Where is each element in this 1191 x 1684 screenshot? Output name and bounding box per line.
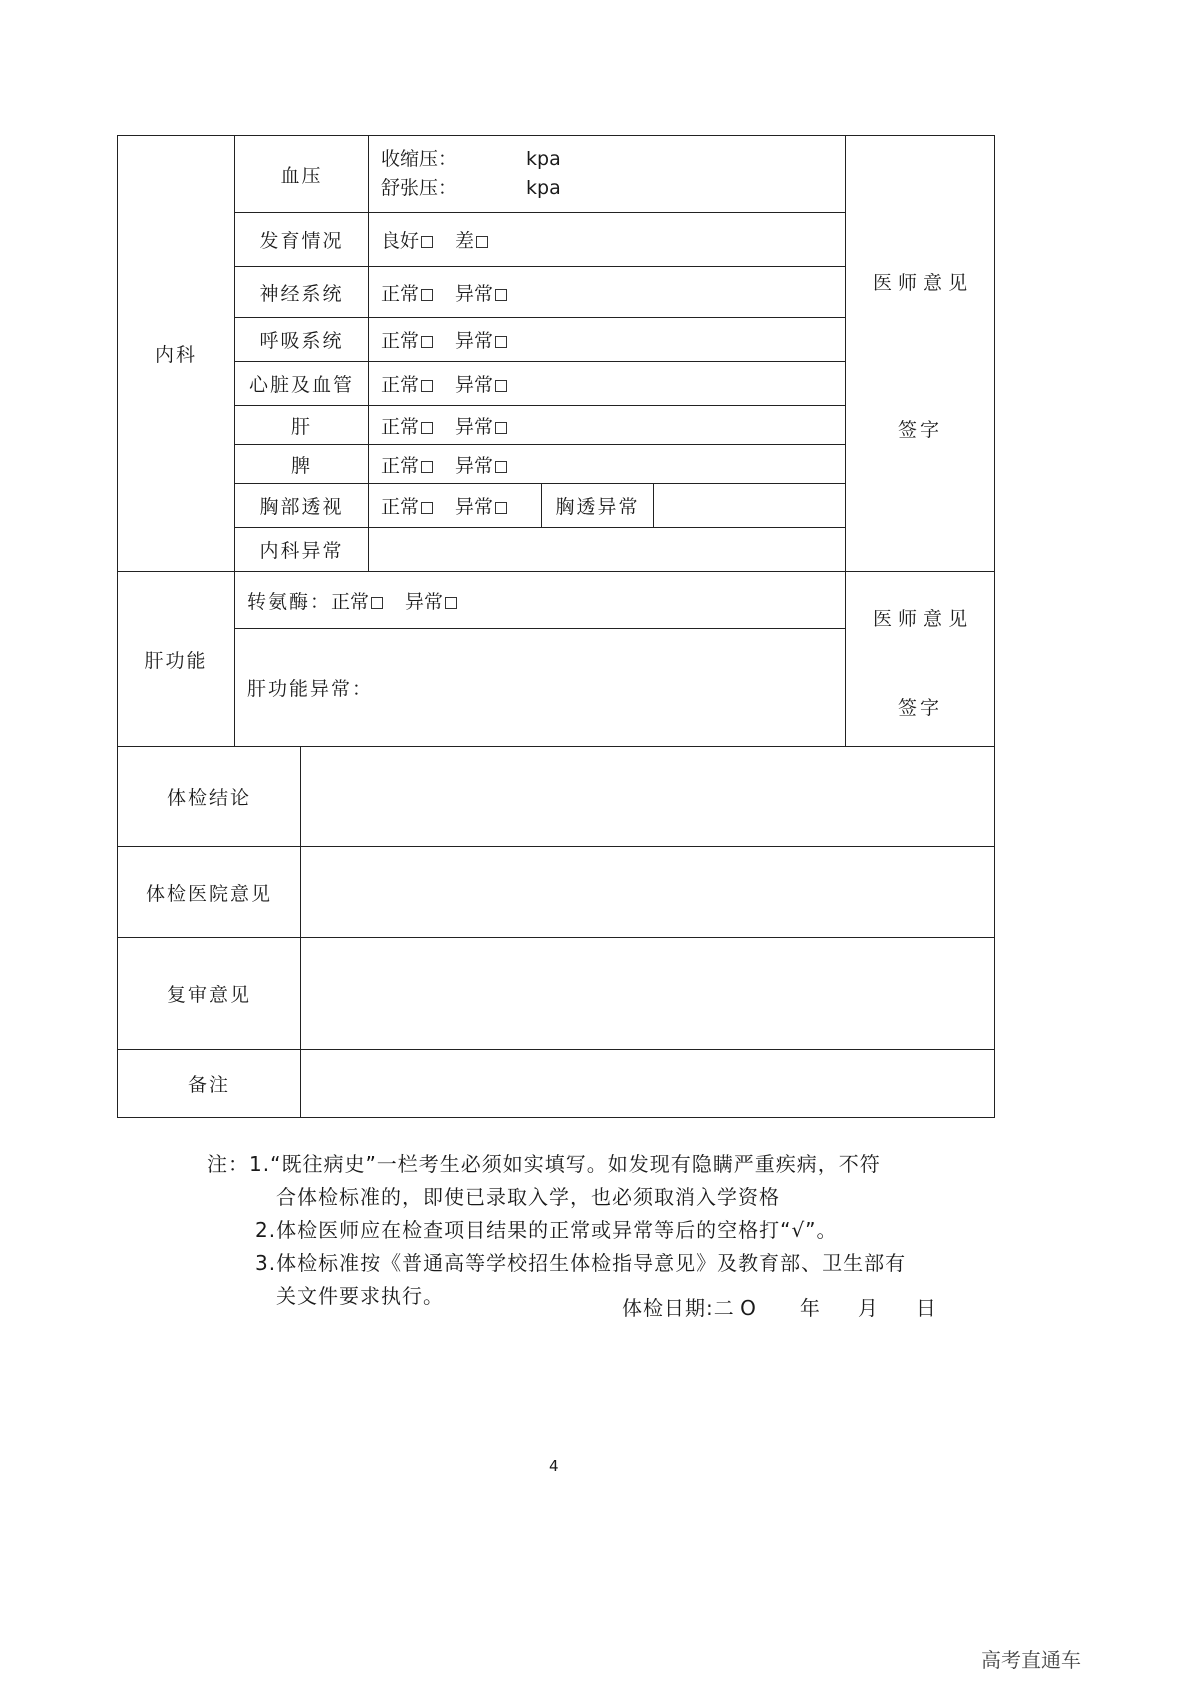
- bp-systolic-unit: kpa: [526, 148, 561, 170]
- note-3-line-1: 3.体检标准按《普通高等学校招生体检指导意见》及教育部、卫生部有: [255, 1251, 907, 1275]
- liver-abnormal-option[interactable]: 异常: [455, 416, 507, 438]
- chest-xray-label: 胸部透视: [235, 484, 369, 528]
- liver-function-section-label: 肝功能: [118, 572, 235, 747]
- development-good-option[interactable]: 良好: [381, 230, 433, 252]
- note-1: [207, 1148, 967, 1181]
- liver-doctor-opinion: 医 师 意 见: [872, 608, 968, 630]
- nervous-normal-option[interactable]: 正常: [381, 283, 433, 305]
- liver-organ-options: [369, 406, 846, 445]
- exam-conclusion-label: 体检结论: [118, 747, 301, 847]
- checkbox-icon[interactable]: [495, 336, 507, 348]
- internal-doctor-signature: 签字: [898, 419, 943, 441]
- exam-date-day: 日: [915, 1296, 936, 1320]
- note-3-line-2: 关文件要求执行。: [276, 1284, 444, 1308]
- transaminase-label: 转氨酶：: [247, 590, 332, 613]
- liver-doctor-signature: 签字: [898, 697, 943, 719]
- heart-abnormal-option[interactable]: 异常: [455, 374, 507, 396]
- watermark-text: 高考直通车: [981, 1648, 1081, 1672]
- page-number: 4: [549, 1457, 559, 1475]
- remarks-label: 备注: [118, 1050, 301, 1118]
- internal-abnormal-label: 内科异常: [235, 528, 369, 572]
- nervous-system-label: 神经系统: [235, 267, 369, 318]
- checkbox-icon[interactable]: [495, 380, 507, 392]
- heart-normal-option[interactable]: 正常: [381, 374, 433, 396]
- nervous-abnormal-option[interactable]: 异常: [455, 283, 507, 305]
- chest-normal-option[interactable]: 正常: [381, 496, 433, 518]
- remarks-field[interactable]: [301, 1050, 995, 1118]
- checkbox-icon[interactable]: [495, 422, 507, 434]
- note-2: 2.体检医师应在检查项目结果的正常或异常等后的空格打“√”。: [255, 1218, 838, 1242]
- conclusion-table: [117, 746, 995, 1118]
- checkbox-icon[interactable]: [495, 289, 507, 301]
- spleen-label: 脾: [235, 445, 369, 484]
- hospital-opinion-field[interactable]: [301, 847, 995, 938]
- checkbox-icon[interactable]: [421, 461, 433, 473]
- liver-function-abnormal-label: 肝功能异常：: [247, 678, 374, 700]
- checkbox-icon[interactable]: [421, 422, 433, 434]
- spleen-normal-option[interactable]: 正常: [381, 455, 433, 477]
- review-opinion-field[interactable]: [301, 938, 995, 1050]
- liver-function-abnormal-field[interactable]: [235, 629, 846, 747]
- bp-cell[interactable]: [369, 136, 846, 213]
- checkbox-icon[interactable]: [421, 289, 433, 301]
- checkbox-icon[interactable]: [476, 236, 488, 248]
- liver-normal-option[interactable]: 正常: [381, 416, 433, 438]
- notes-block: [207, 1148, 967, 1313]
- bp-systolic-label: 收缩压：: [381, 148, 458, 170]
- checkbox-icon[interactable]: [421, 380, 433, 392]
- transaminase-normal-option[interactable]: 正常: [331, 591, 383, 613]
- checkbox-icon[interactable]: [371, 597, 383, 609]
- note-1-line-1: 1.“既往病史”一栏考生必须如实填写。如发现有隐瞒严重疾病，不符: [249, 1152, 881, 1176]
- internal-abnormal-field[interactable]: [369, 528, 846, 572]
- checkbox-icon[interactable]: [421, 336, 433, 348]
- checkbox-icon[interactable]: [421, 236, 433, 248]
- bp-diastolic-unit: kpa: [526, 177, 561, 199]
- development-poor-option[interactable]: 差: [455, 230, 488, 252]
- respiratory-abnormal-option[interactable]: 异常: [455, 330, 507, 352]
- checkbox-icon[interactable]: [495, 461, 507, 473]
- internal-section-label: 内科: [118, 136, 235, 572]
- internal-doctor-opinion: 医 师 意 见: [872, 272, 968, 294]
- respiratory-normal-option[interactable]: 正常: [381, 330, 433, 352]
- heart-vessels-options: [369, 362, 846, 406]
- nervous-system-options: [369, 267, 846, 318]
- internal-doctor-cell[interactable]: [846, 136, 995, 572]
- chest-abnormal-field[interactable]: [654, 484, 846, 528]
- exam-conclusion-field[interactable]: [301, 747, 995, 847]
- bp-label: 血压: [235, 136, 369, 213]
- spleen-abnormal-option[interactable]: 异常: [455, 455, 507, 477]
- exam-date-label: 体检日期:: [622, 1296, 714, 1320]
- bp-systolic: [381, 145, 845, 174]
- spleen-options: [369, 445, 846, 484]
- transaminase-row: [235, 572, 846, 629]
- notes-prefix: 注：: [207, 1152, 249, 1176]
- review-opinion-label: 复审意见: [118, 938, 301, 1050]
- exam-date-year-prefix: 二 O: [713, 1296, 756, 1320]
- checkbox-icon[interactable]: [421, 502, 433, 514]
- checkbox-icon[interactable]: [495, 502, 507, 514]
- checkbox-icon[interactable]: [445, 597, 457, 609]
- chest-abnormal-label: 胸透异常: [542, 484, 654, 528]
- development-label: 发育情况: [235, 213, 369, 267]
- liver-doctor-cell[interactable]: [846, 572, 995, 747]
- chest-abnormal-option[interactable]: 异常: [455, 496, 507, 518]
- heart-vessels-label: 心脏及血管: [235, 362, 369, 406]
- note-1-line-2: 合体检标准的，即使已录取入学，也必须取消入学资格: [276, 1185, 780, 1209]
- exam-date-year: 年: [799, 1296, 820, 1320]
- exam-date: [622, 1292, 936, 1321]
- liver-organ-label: 肝: [235, 406, 369, 445]
- exam-date-month: 月: [857, 1296, 878, 1320]
- respiratory-system-options: [369, 318, 846, 362]
- bp-diastolic-label: 舒张压：: [381, 177, 458, 199]
- transaminase-abnormal-option[interactable]: 异常: [405, 591, 457, 613]
- bp-diastolic: [381, 174, 845, 203]
- respiratory-system-label: 呼吸系统: [235, 318, 369, 362]
- medical-exam-table: [117, 135, 995, 747]
- development-options: [369, 213, 846, 267]
- chest-xray-options: [369, 484, 542, 528]
- hospital-opinion-label: 体检医院意见: [118, 847, 301, 938]
